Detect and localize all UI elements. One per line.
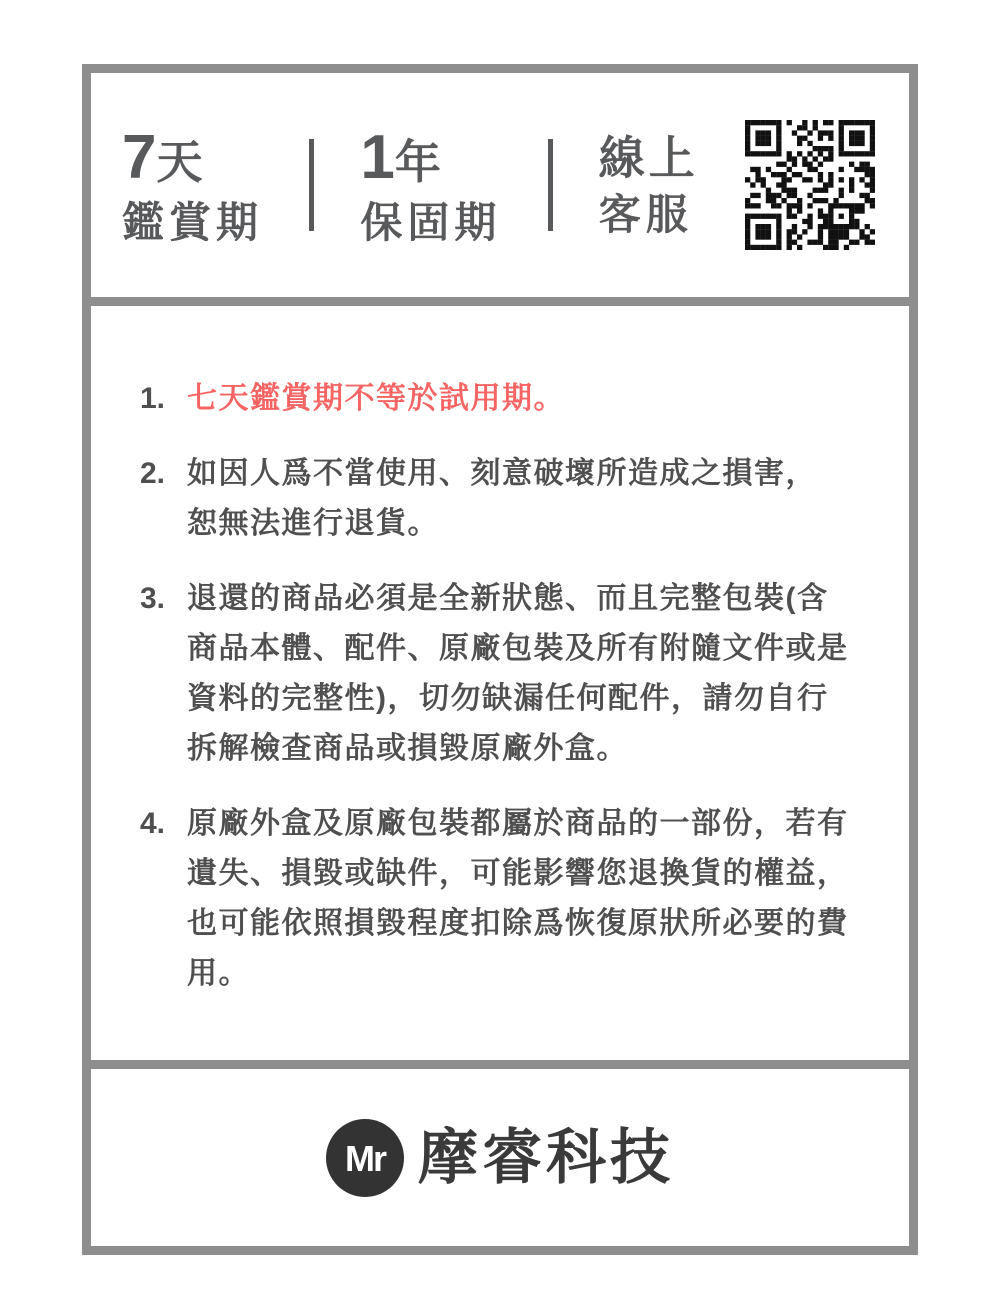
term-line: 拆解檢查商品或損毀原廠外盒。 (187, 732, 628, 765)
feature-warranty-label: 保固期 (360, 198, 502, 246)
term-number: 2. (140, 457, 166, 490)
feature-service-label: 客服 (598, 190, 693, 238)
term-number: 1. (140, 382, 166, 415)
header-divider-1 (309, 139, 314, 231)
feature-trial-number: 7 (122, 122, 157, 192)
feature-service-word: 線上 (598, 131, 699, 184)
term-line: 如因人爲不當使用、刻意破壞所造成之損害， (187, 457, 817, 490)
term-item-1 (140, 374, 889, 424)
feature-warranty (360, 122, 502, 246)
feature-warranty-unit: 年 (394, 135, 445, 188)
feature-trial-period (122, 122, 264, 246)
feature-trial-label: 鑑賞期 (122, 198, 264, 246)
feature-service-line1 (598, 131, 699, 184)
term-text (187, 574, 889, 774)
header-divider-2 (548, 139, 553, 231)
qr-code-svg (745, 120, 875, 250)
feature-online-service (598, 131, 699, 238)
feature-trial-unit: 天 (156, 135, 207, 188)
term-text (187, 799, 889, 999)
section-divider-bottom (91, 1060, 909, 1069)
term-line: 也可能依照損毀程度扣除爲恢復原狀所必要的費 (187, 907, 849, 940)
term-number: 3. (140, 582, 166, 615)
term-line: 七天鑑賞期不等於試用期。 (187, 382, 565, 415)
brand-name: 摩睿科技 (418, 1123, 674, 1191)
term-text (187, 374, 889, 424)
feature-trial-line1 (122, 122, 263, 192)
term-line: 遺失、損毀或缺件，可能影響您退換貨的權益， (187, 857, 849, 890)
feature-header (91, 73, 909, 297)
policy-card (82, 64, 918, 1255)
term-line: 退還的商品必須是全新狀態、而且完整包裝(含 (187, 582, 829, 615)
feature-warranty-number: 1 (360, 122, 395, 192)
term-line: 商品本體、配件、原廠包裝及所有附隨文件或是 (187, 632, 849, 665)
section-divider-top (91, 297, 909, 306)
term-line: 原廠外盒及原廠包裝都屬於商品的一部份，若有 (187, 807, 849, 840)
qr-code-icon (745, 120, 875, 250)
term-item-4 (140, 799, 889, 999)
brand-logo-icon (326, 1119, 404, 1197)
terms-list (91, 306, 909, 1060)
brand-footer (91, 1069, 909, 1246)
term-item-3 (140, 574, 889, 774)
term-text (187, 449, 889, 549)
term-number: 4. (140, 807, 166, 840)
term-line: 用。 (187, 957, 250, 990)
term-item-2 (140, 449, 889, 549)
brand-monogram: Mr (345, 1137, 385, 1179)
term-line: 恕無法進行退貨。 (187, 507, 439, 540)
brand-logo-svg (326, 1119, 404, 1197)
term-line: 資料的完整性)，切勿缺漏任何配件，請勿自行 (187, 682, 829, 715)
feature-warranty-line1 (360, 122, 501, 192)
